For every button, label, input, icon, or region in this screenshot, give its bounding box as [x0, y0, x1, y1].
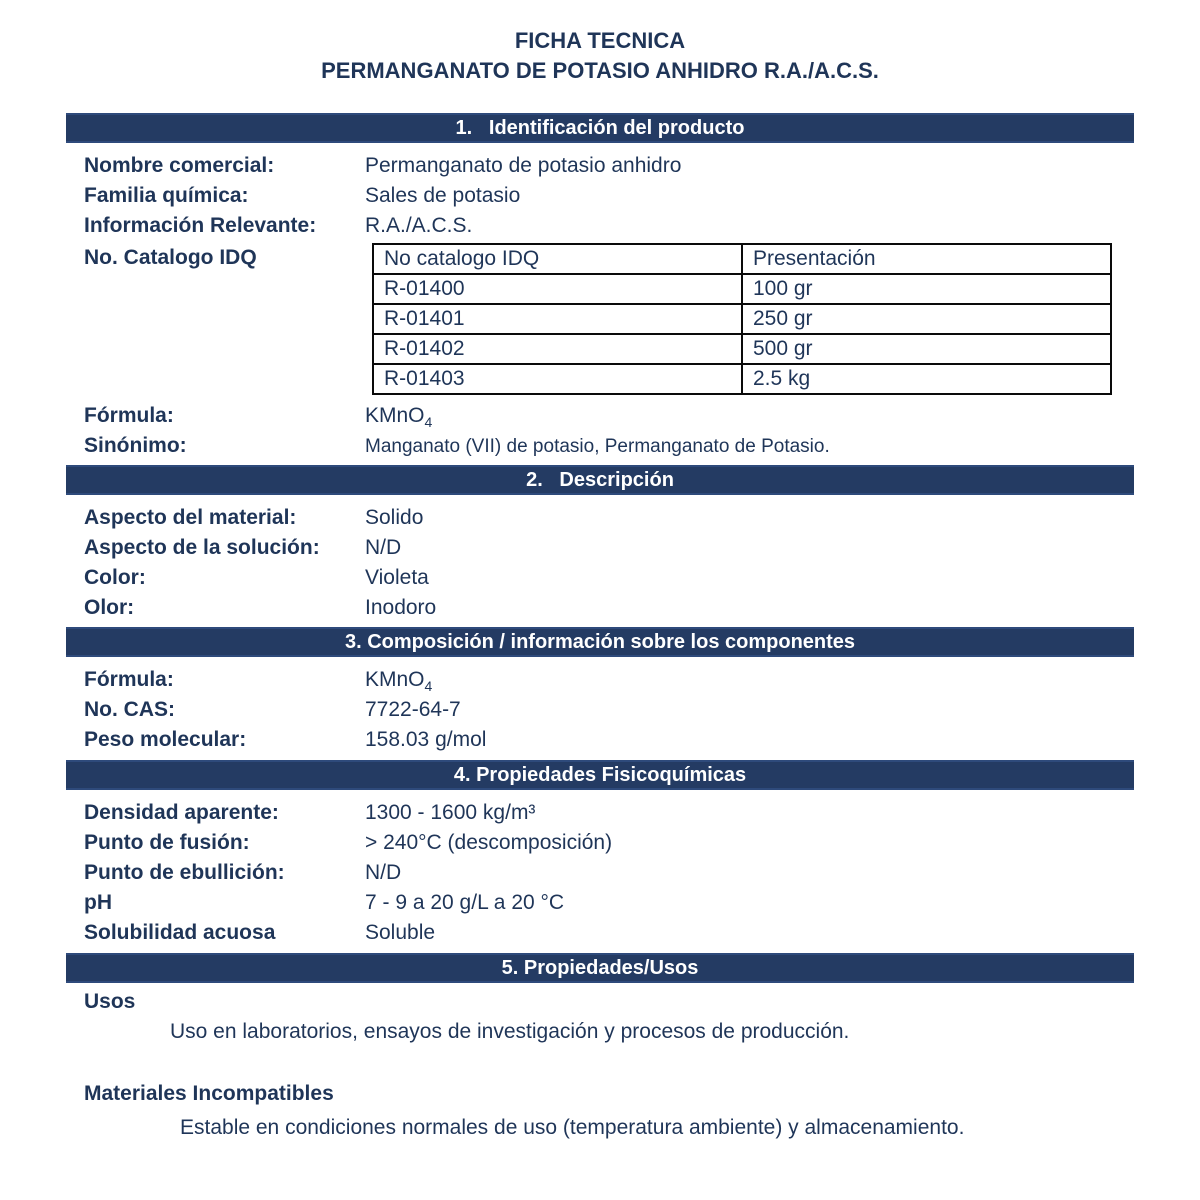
- section-header-descripcion: [66, 465, 1134, 495]
- presentation-cell: 100 gr: [742, 274, 1111, 304]
- field-value: N/D: [365, 536, 402, 559]
- document-title: [66, 26, 1134, 86]
- presentation-cell: 2.5 kg: [742, 364, 1111, 394]
- section-2-fields: [66, 495, 1134, 623]
- presentation-cell: 500 gr: [742, 334, 1111, 364]
- field-value: N/D: [365, 861, 402, 884]
- catalog-number-cell: R-01401: [373, 304, 742, 334]
- field-row-sinonimo: [66, 431, 1134, 461]
- uses-heading: Usos: [84, 990, 136, 1013]
- section-4-fields: [66, 790, 1134, 948]
- field-row-peso-molecular: [66, 725, 1134, 755]
- field-value: 7 - 9 a 20 g/L a 20 °C: [365, 891, 565, 914]
- field-label: Aspecto de la solución:: [84, 536, 320, 559]
- title-line-1: FICHA TECNICA: [514, 28, 686, 53]
- presentation-cell: 250 gr: [742, 304, 1111, 334]
- section-header-composicion: [66, 627, 1134, 657]
- section-header-text: 2. Descripción: [526, 469, 674, 491]
- title-line-2: PERMANGANATO DE POTASIO ANHIDRO R.A./A.C.S.: [321, 58, 879, 83]
- field-value: 158.03 g/mol: [365, 728, 487, 751]
- field-row-no-cas: [66, 695, 1134, 725]
- section-3-fields: [66, 657, 1134, 755]
- section-header-identificacion: [66, 113, 1134, 143]
- field-label: Olor:: [84, 596, 135, 619]
- field-label: Color:: [84, 566, 146, 589]
- section-header-text: 4. Propiedades Fisicoquímicas: [453, 764, 747, 786]
- field-label: Punto de fusión:: [84, 831, 250, 854]
- incompatible-materials-heading: Materiales Incompatibles: [84, 1082, 334, 1105]
- field-row-densidad: [66, 798, 1134, 828]
- field-label: Fórmula:: [84, 668, 174, 691]
- field-row-aspecto-material: [66, 503, 1134, 533]
- catalog-row: [373, 274, 1111, 304]
- catalog-header-cell: No catalogo IDQ: [373, 244, 742, 274]
- field-row-formula: [66, 401, 1134, 431]
- field-label: Peso molecular:: [84, 728, 247, 751]
- field-row-informacion-relevante: [66, 211, 1134, 241]
- catalog-row: [373, 364, 1111, 394]
- section-header-text: 5. Propiedades/Usos: [501, 957, 699, 979]
- field-label: pH: [84, 891, 112, 914]
- field-row-punto-ebullicion: [66, 858, 1134, 888]
- field-label: Fórmula:: [84, 404, 174, 427]
- field-label: Punto de ebullición:: [84, 861, 285, 884]
- catalog-label: No. Catalogo IDQ: [84, 246, 257, 269]
- chemical-formula: KMnO$_4$: [365, 668, 433, 695]
- incompatible-materials-text: Estable en condiciones normales de uso (temperatura ambiente) y almacenamiento.: [180, 1116, 965, 1139]
- field-value: Inodoro: [365, 596, 437, 619]
- field-label: Solubilidad acuosa: [84, 921, 276, 944]
- field-row-olor: [66, 593, 1134, 623]
- field-row-punto-fusion: [66, 828, 1134, 858]
- catalog-number-cell: R-01403: [373, 364, 742, 394]
- field-label: No. CAS:: [84, 698, 175, 721]
- catalog-number-cell: R-01402: [373, 334, 742, 364]
- field-row-aspecto-solucion: [66, 533, 1134, 563]
- section-header-propiedades-fisicoquimicas: [66, 760, 1134, 790]
- field-value: Manganato (VII) de potasio, Permanganato de Potasio.: [365, 436, 830, 457]
- field-label: Densidad aparente:: [84, 801, 279, 824]
- field-row-nombre-comercial: [66, 151, 1134, 181]
- field-row-familia-quimica: [66, 181, 1134, 211]
- field-value: R.A./A.C.S.: [365, 214, 473, 237]
- field-label: Sinónimo:: [84, 434, 187, 457]
- field-value: Permanganato de potasio anhidro: [365, 154, 682, 177]
- field-value: > 240°C (descomposición): [365, 831, 613, 854]
- field-label: Aspecto del material:: [84, 506, 297, 529]
- uses-text: Uso en laboratorios, ensayos de investigación y procesos de producción.: [170, 1020, 850, 1043]
- field-value: Soluble: [365, 921, 436, 944]
- chemical-formula: KMnO$_4$: [365, 404, 433, 431]
- field-value: 7722-64-7: [365, 698, 461, 721]
- field-row-formula-3: [66, 665, 1134, 695]
- field-value: Sales de potasio: [365, 184, 521, 207]
- field-value: Violeta: [365, 566, 429, 589]
- section-header-text: 3. Composición / información sobre los componentes: [344, 631, 856, 653]
- catalog-number-cell: R-01400: [373, 274, 742, 304]
- section-header-text: 1. Identificación del producto: [455, 117, 745, 139]
- catalog-header-cell: Presentación: [742, 244, 1111, 274]
- section-1-fields: [66, 143, 1134, 241]
- field-value: 1300 - 1600 kg/m³: [365, 801, 536, 824]
- field-row-solubilidad: [66, 918, 1134, 948]
- field-label: Nombre comercial:: [84, 154, 275, 177]
- catalog-block: [66, 243, 1134, 395]
- catalog-header-row: [373, 244, 1111, 274]
- catalog-row: [373, 334, 1111, 364]
- catalog-table: [372, 243, 1112, 395]
- field-label: Familia química:: [84, 184, 249, 207]
- field-row-ph: [66, 888, 1134, 918]
- field-row-color: [66, 563, 1134, 593]
- section-header-propiedades-usos: [66, 953, 1134, 983]
- field-label: Información Relevante:: [84, 214, 317, 237]
- catalog-row: [373, 304, 1111, 334]
- field-value: Solido: [365, 506, 424, 529]
